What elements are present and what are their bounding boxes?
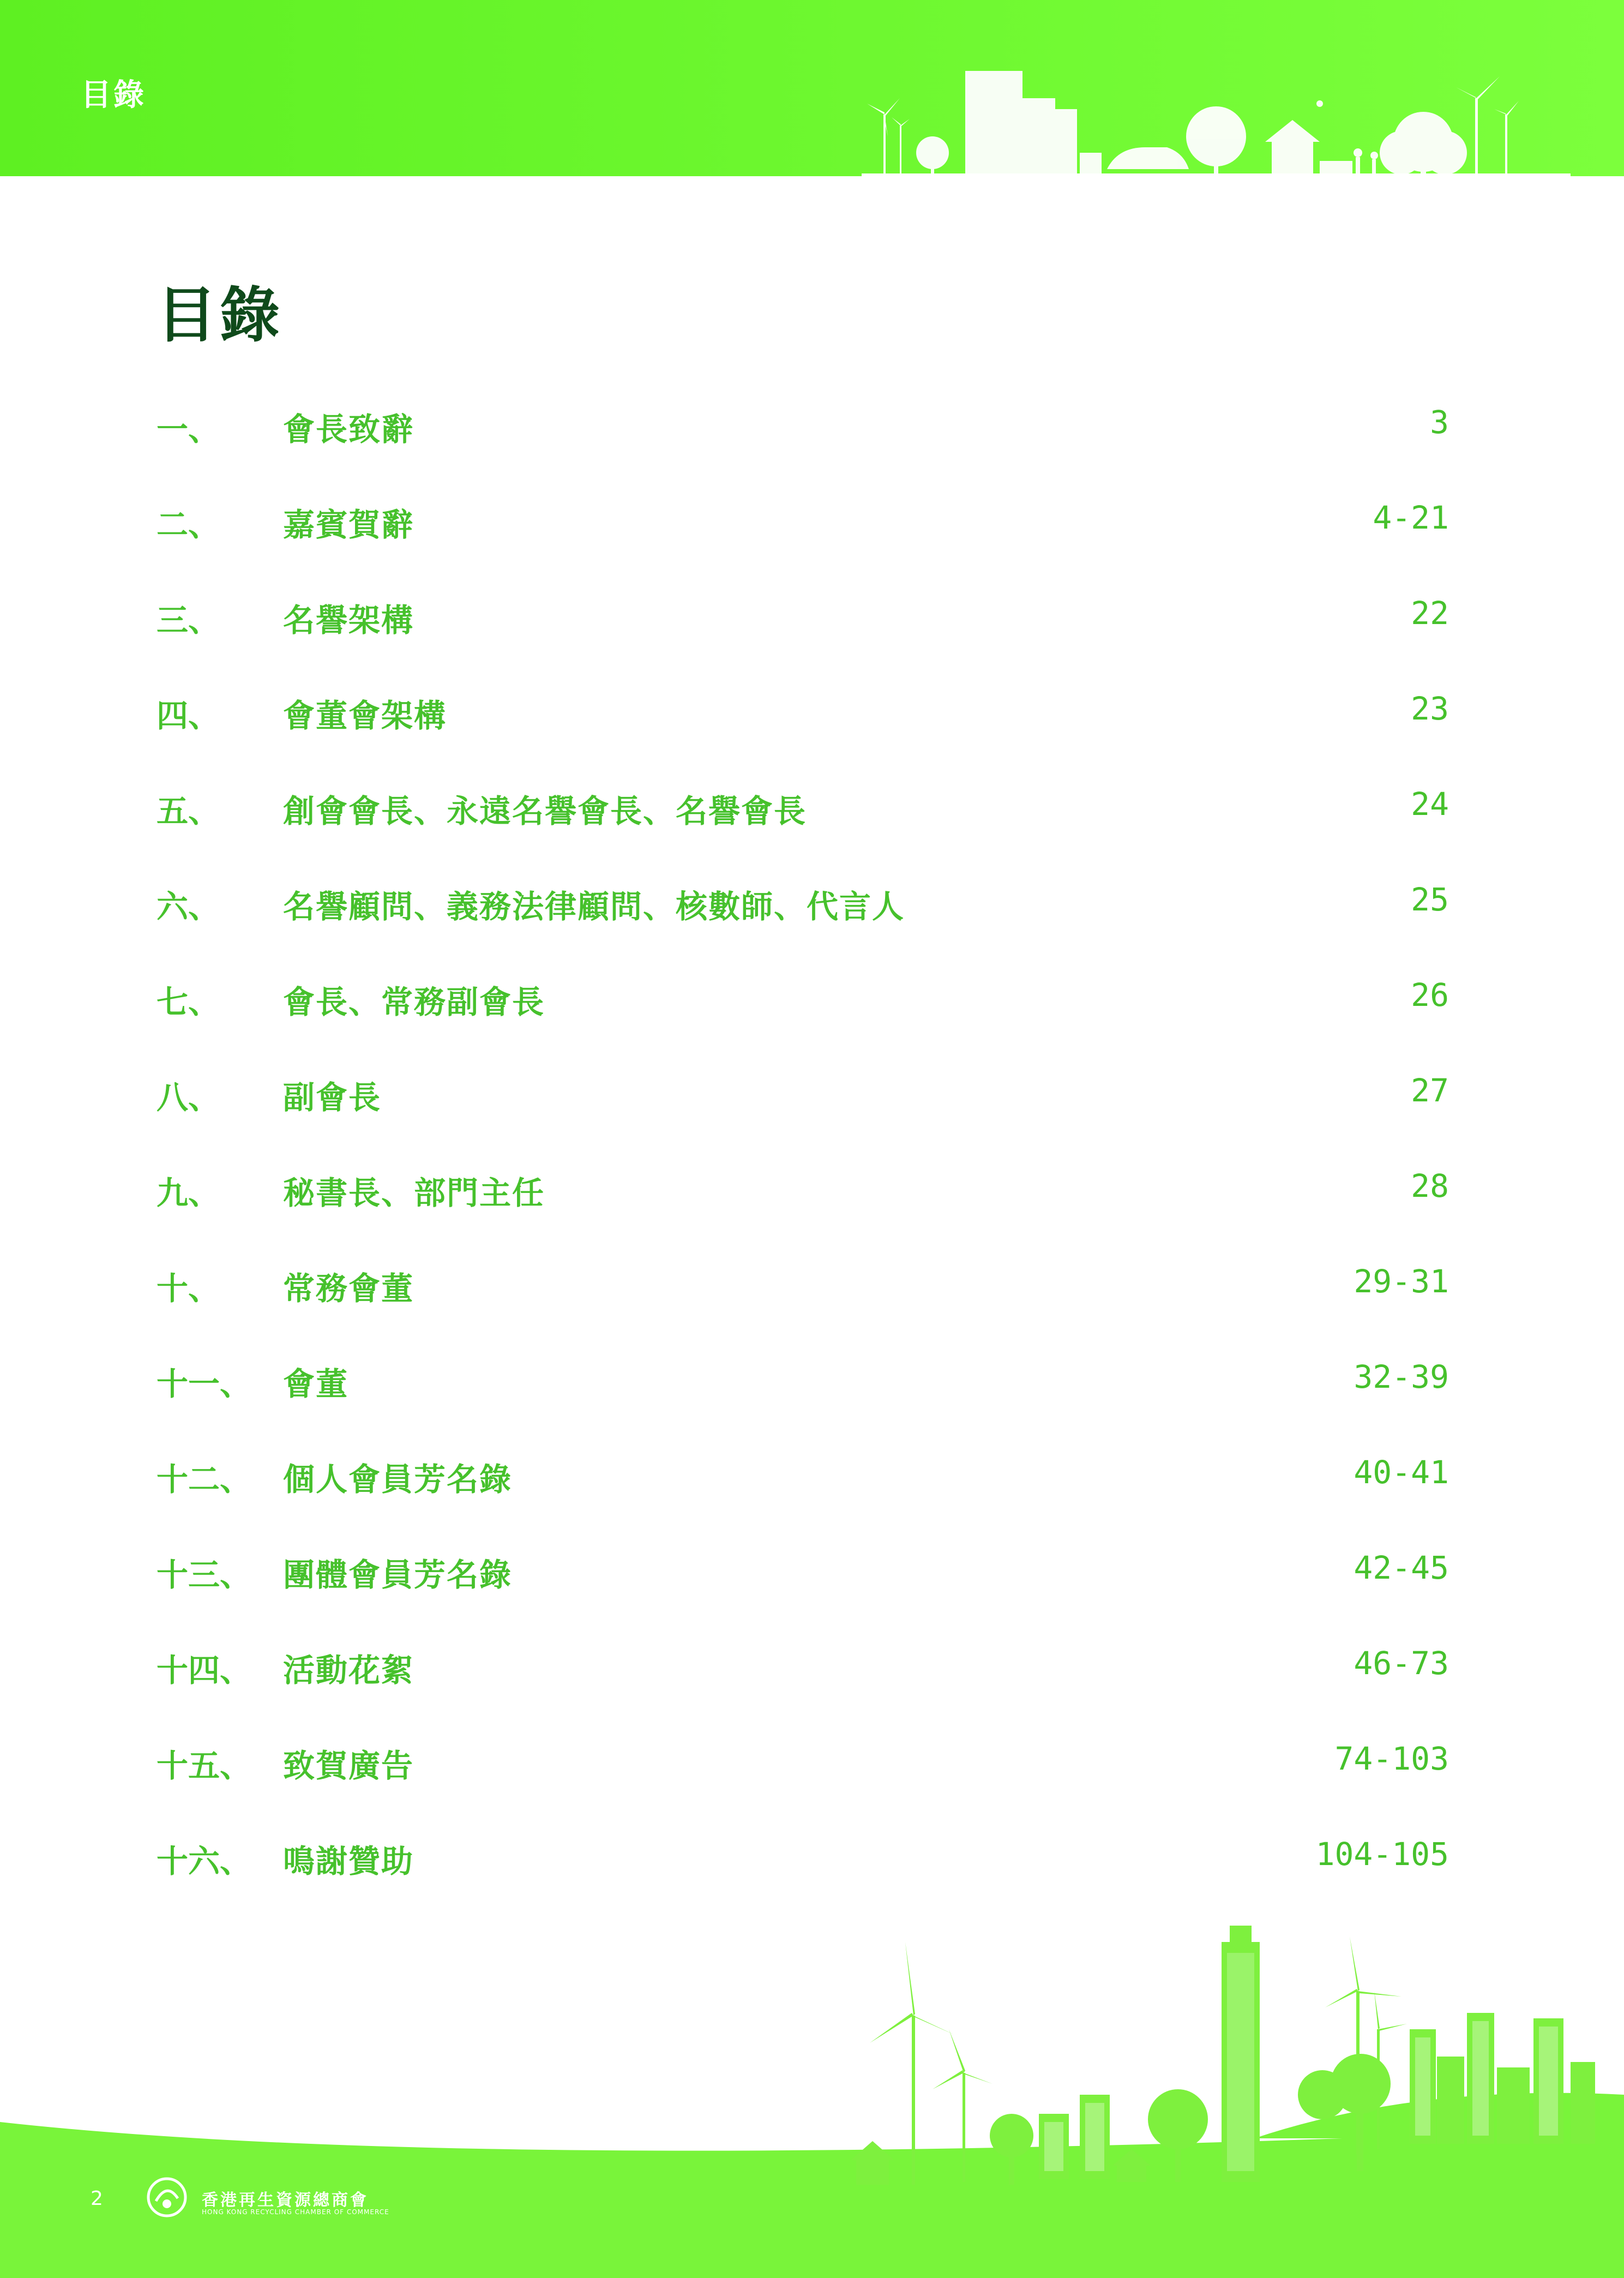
toc-row[interactable] — [157, 1836, 1449, 1931]
toc-number: 二、 — [157, 506, 220, 543]
top-banner — [0, 0, 1624, 176]
toc-number: 七、 — [157, 984, 220, 1021]
toc-title: 會長、常務副會長 — [283, 984, 545, 1021]
toc-number: 十二、 — [157, 1461, 252, 1498]
toc-page: 74-103 — [1334, 1740, 1449, 1777]
toc-page: 3 — [1430, 404, 1449, 441]
toc-row[interactable] — [157, 595, 1449, 690]
toc-page: 22 — [1411, 595, 1449, 632]
toc-page: 40-41 — [1354, 1454, 1449, 1491]
toc-number: 一、 — [157, 411, 220, 448]
banner-title: 目錄 — [81, 77, 146, 113]
toc-row[interactable] — [157, 404, 1449, 499]
toc-number: 八、 — [157, 1079, 220, 1116]
toc-number: 十六、 — [157, 1843, 252, 1880]
toc-title: 會董 — [283, 1365, 349, 1402]
toc-row[interactable] — [157, 1072, 1449, 1167]
toc-row[interactable] — [157, 1263, 1449, 1358]
toc-page: 46-73 — [1354, 1645, 1449, 1682]
toc-title: 會董會架構 — [283, 697, 447, 734]
toc-row[interactable] — [157, 1454, 1449, 1549]
toc-number: 六、 — [157, 888, 220, 925]
toc-number: 十四、 — [157, 1652, 252, 1689]
toc-row[interactable] — [157, 786, 1449, 881]
toc-title: 副會長 — [283, 1079, 382, 1116]
toc-row[interactable] — [157, 976, 1449, 1072]
toc-row[interactable] — [157, 1740, 1449, 1836]
toc-page: 28 — [1411, 1167, 1449, 1204]
toc-title: 嘉賓賀辭 — [283, 506, 414, 543]
organization-name: 香港再生資源總商會 — [202, 2191, 369, 2210]
toc-number: 十一、 — [157, 1365, 252, 1402]
toc-page: 42-45 — [1354, 1549, 1449, 1586]
toc-row[interactable] — [157, 1549, 1449, 1645]
toc-row[interactable] — [157, 690, 1449, 786]
toc-title: 鳴謝贊助 — [283, 1843, 414, 1880]
organization-name-english: HONG KONG RECYCLING CHAMBER OF COMMERCE — [202, 2208, 389, 2216]
page-number: 2 — [91, 2187, 103, 2210]
toc-title: 創會會長、永遠名譽會長、名譽會長 — [283, 793, 807, 830]
toc-page: 4-21 — [1373, 499, 1449, 536]
toc-title: 活動花絮 — [283, 1652, 414, 1689]
toc-page: 24 — [1411, 786, 1449, 823]
toc-title: 名譽顧問、義務法律顧問、核數師、代言人 — [283, 888, 905, 925]
toc-page: 27 — [1411, 1072, 1449, 1109]
toc-page: 29-31 — [1354, 1263, 1449, 1300]
toc-number: 九、 — [157, 1174, 220, 1212]
toc-title: 會長致辭 — [283, 411, 414, 448]
green-city-footer-illustration — [0, 1920, 1624, 2278]
toc-number: 十五、 — [157, 1747, 252, 1784]
toc-row[interactable] — [157, 1167, 1449, 1263]
toc-page: 32-39 — [1354, 1358, 1449, 1395]
page-title: 目錄 — [157, 280, 283, 350]
toc-row[interactable] — [157, 881, 1449, 976]
toc-title: 個人會員芳名錄 — [283, 1461, 513, 1498]
toc-title: 秘書長、部門主任 — [283, 1174, 545, 1212]
toc-page: 104-105 — [1315, 1836, 1449, 1873]
city-skyline-illustration — [862, 65, 1571, 176]
toc-page: 25 — [1411, 881, 1449, 918]
toc-title: 團體會員芳名錄 — [283, 1556, 513, 1593]
toc-title: 名譽架構 — [283, 602, 414, 639]
toc-row[interactable] — [157, 1645, 1449, 1740]
toc-row[interactable] — [157, 499, 1449, 595]
toc-number: 三、 — [157, 602, 220, 639]
toc-row[interactable] — [157, 1358, 1449, 1454]
toc-page: 23 — [1411, 690, 1449, 727]
toc-number: 五、 — [157, 793, 220, 830]
toc-number: 四、 — [157, 697, 220, 734]
toc-number: 十三、 — [157, 1556, 252, 1593]
toc-page: 26 — [1411, 976, 1449, 1014]
toc-number: 十、 — [157, 1270, 220, 1307]
toc-title: 常務會董 — [283, 1270, 414, 1307]
table-of-contents — [157, 404, 1449, 1931]
toc-title: 致賀廣告 — [283, 1747, 414, 1784]
